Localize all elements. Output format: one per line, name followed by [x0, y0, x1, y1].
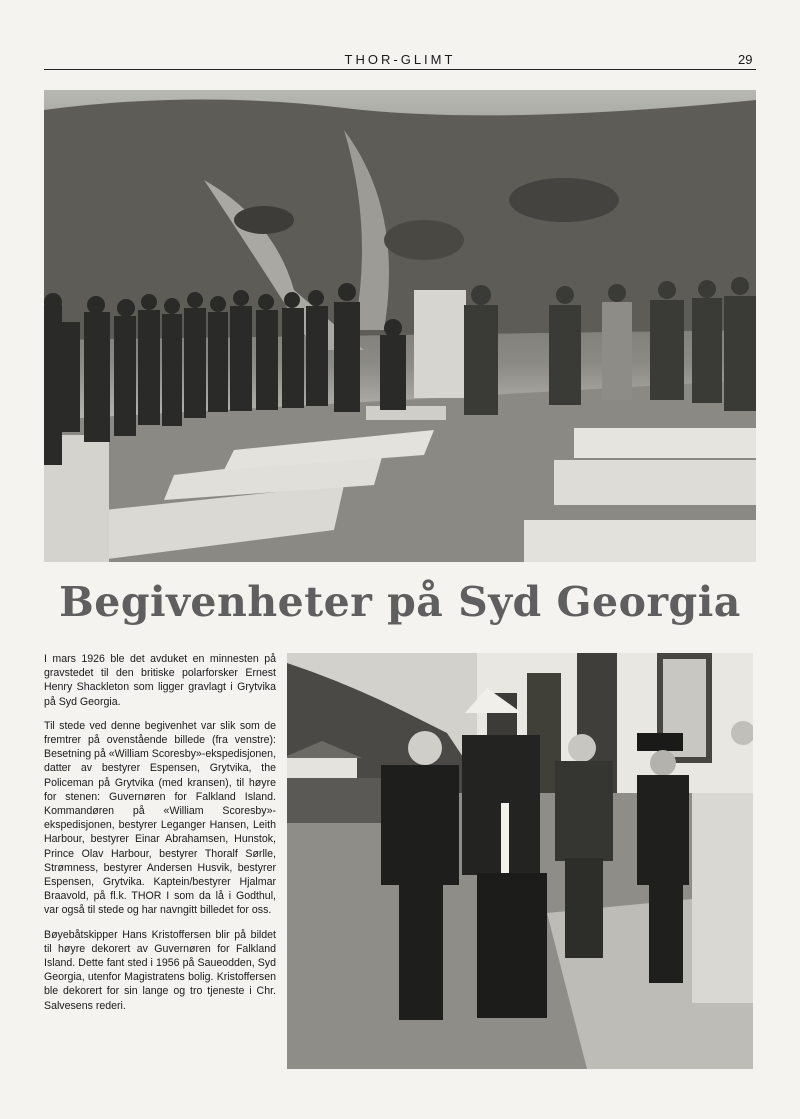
- magazine-title: THOR-GLIMT: [344, 52, 456, 67]
- article-paragraph: I mars 1926 ble det avduket en minnesten på gravstedet til den britiske polarforsker Ernest Henry Shackleton som ligger gravlagt i Grytvika på Syd Georgia.: [44, 653, 276, 708]
- decoration-ceremony-photo: [287, 653, 753, 1069]
- article-headline: Begivenheter på Syd Georgia: [59, 578, 741, 626]
- article-paragraph: Bøyebåtskipper Hans Kristoffersen blir på bildet til høyre dekorert av Guvernøren for Falkland Island. Dette fant sted i 1956 på Saueodden, Syd Georgia, utenfor Magistratens bolig. Kristoffersen ble dekorert for sin lange og tro tjeneste i Chr. Salvesens rederi.: [44, 928, 276, 1012]
- article-body: [44, 652, 276, 1023]
- memorial-ceremony-photo: [44, 90, 756, 562]
- header-rule: [44, 69, 756, 70]
- page-number: 29: [738, 52, 753, 67]
- article-paragraph: Til stede ved denne begivenhet var slik som de fremtrer på ovenstående billede (fra venstre): Besetning på «William Scoresby»-ekspedisjonen, datter av bestyrer Espensen, Grytvika, the Policeman på Grytvika (med kransen), til høyre for stenen: Guvernøren for Falkland Island. Kommandøren på «William Scoresby»- ekspedisjonen, bestyrer Leganger Hansen, Leith Harbour, bestyrer Einar Abrahamsen, Hunstok, Prince Olav Harbour, bestyrer Thoralf Sørlle, Strømness, bestyrer Andersen Husvik, bestyrer Espensen, Grytvika. Kaptein/bestyrer Hjalmar Braavold, på fl.k. THOR I som da lå i Godthul, var også til stede og har navngitt billedet for oss.: [44, 719, 277, 917]
